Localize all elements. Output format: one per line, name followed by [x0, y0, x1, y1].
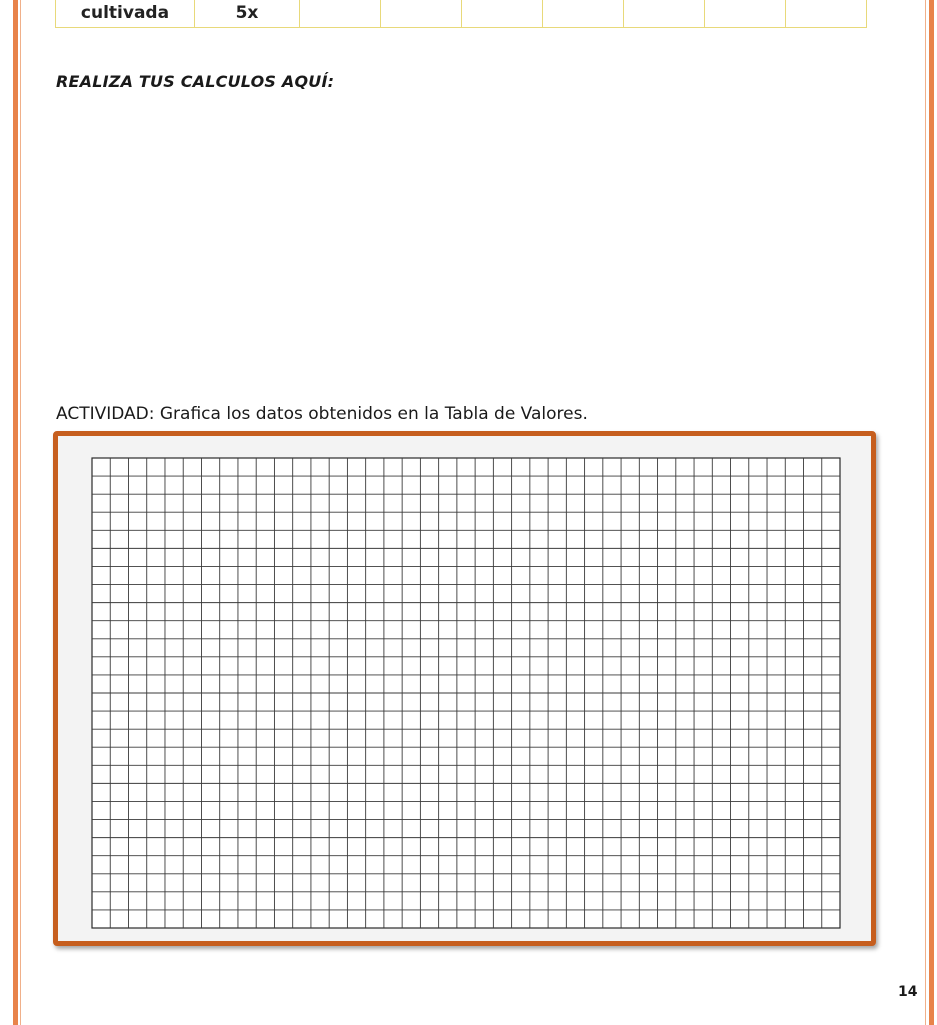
calculations-heading: REALIZA TUS CALCULOS AQUÍ:	[56, 72, 335, 91]
table-cell-empty[interactable]	[624, 0, 705, 28]
page-border-right-inner	[925, 0, 926, 1025]
activity-instruction: ACTIVIDAD: Grafica los datos obtenidos en la Tabla de Valores.	[56, 404, 588, 424]
page-border-left	[13, 0, 18, 1025]
table-cell-empty[interactable]	[786, 0, 867, 28]
graph-paper-grid[interactable]	[58, 436, 871, 941]
graph-paper-frame[interactable]	[53, 431, 876, 946]
table-cell-label: cultivada	[56, 0, 195, 28]
page-number: 14	[898, 984, 918, 1000]
table-cell-empty[interactable]	[300, 0, 381, 28]
grid-lines	[92, 458, 840, 928]
values-table-fragment	[55, 0, 867, 28]
table-cell-empty[interactable]	[381, 0, 462, 28]
table-cell-empty[interactable]	[543, 0, 624, 28]
table-row	[56, 0, 867, 28]
page-border-left-inner	[20, 0, 21, 1025]
table-cell-expression: 5x	[195, 0, 300, 28]
table-cell-empty[interactable]	[705, 0, 786, 28]
page-border-right	[929, 0, 934, 1025]
table-cell-empty[interactable]	[462, 0, 543, 28]
